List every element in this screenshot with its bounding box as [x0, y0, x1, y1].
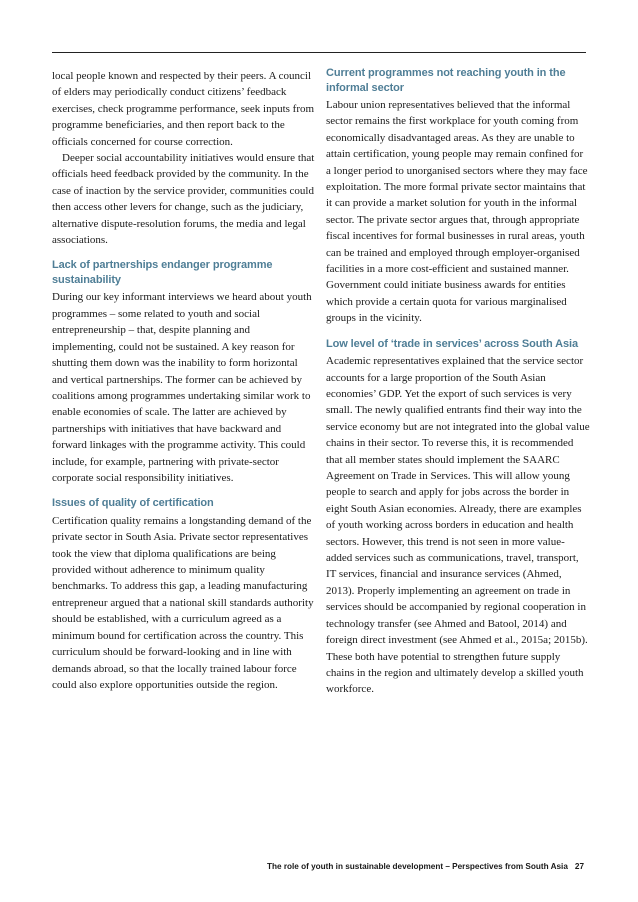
body-paragraph: Certification quality remains a longstanding demand of the private sector in South Asia. Private sector representatives took the view that diploma qualifications are being provided without adherence to minimum quality benchmarks. To address this gap, a leading manufacturing entrepreneur argued that a national skill standards authority should be established, with a curriculum agreed as a minimum bound for certification across the country. This curriculum should be forward-looking and in line with demands abroad, so that the locally trained labour force could also explore opportunities outside the region. — [52, 514, 314, 691]
body-paragraph: Labour union representatives believed that the informal sector remains the first workplace for youth coming from economically disadvantaged areas. As they are unable to attain certification, young people may remain confined for a longer period to unorganised sectors where they may face exploitation. The more formal private sector maintains that it can provide a market solution for youth in the informal sector. The private sector argues that, through appropriate fiscal incentives for formal businesses in rural areas, youth can be trained and employed through employer-organised facilities in a more cost-efficient and sustained manner. Government could initiate business awards for entities which provide a certain quota for various marginalised groups in the vicinity. — [326, 99, 588, 325]
body-paragraph: Academic representatives explained that the service sector accounts for a large proportion of the South Asian economies’ GDP. Yet the export of such services is very small. The newly qualified entrants find their way into the service economy but are not integrated into the global value chains in their sector. To reverse this, it is recommended that all member states should implement the SAARC Agreement on Trade in Services. This will allow young people to search and apply for jobs across the border in eight South Asian economies. Already, there are examples of youth working across borders in education and health sectors. However, this trend is not seen in more value-added services such as communications, travel, transport, IT services, financial and insurance services (Ahmed, 2013). Properly implementing an agreement on trade in services should be accompanied by regional cooperation in technology transfer (see Ahmed and Batool, 2014) and foreign direct investment (see Ahmed et al., 2015a; 2015b). These both have potential to strengthen future supply chains in the region and ultimately develop a skilled youth workforce. — [326, 355, 590, 696]
body-paragraph: Deeper social accountability initiatives would ensure that officials heed feedback provided by the community. In the case of inaction by the service provider, communities could then access other levers for change, such as the judiciary, alternative dispute-resolution forums, the media and legal associations. — [52, 152, 315, 247]
right-column — [326, 66, 590, 698]
left-column — [52, 66, 316, 693]
section-heading: Low level of ‘trade in services’ across South Asia — [326, 337, 578, 350]
running-title: The role of youth in sustainable development – Perspectives from South Asia — [267, 862, 568, 871]
page-footer — [267, 862, 584, 871]
header-rule — [52, 52, 586, 53]
body-paragraph: During our key informant interviews we heard about youth programmes – some related to youth and social entrepreneurship – that, despite planning and implementing, could not be sustained. A key reason for shutting them down was the inability to form horizontal and vertical partnerships. The former can be achieved by coalitions among programmes undertaking similar work to enable economies of scale. The latter are achieved by partnerships with initiatives that have backward and forward linkages with the programme activity. This could include, for example, partnering with private-sector corporate social responsibility initiatives. — [52, 291, 312, 484]
page-number: 27 — [574, 862, 584, 871]
section-heading: Current programmes not reaching youth in the informal sector — [326, 67, 566, 94]
section-heading: Issues of quality of certification — [52, 497, 214, 510]
body-paragraph: local people known and respected by their peers. A council of elders may periodically conduct citizens’ feedback exercises, check programme performance, seek inputs from programme beneficiaries, and then report back to the officials concerned for course correction. — [52, 70, 315, 148]
section-heading: Lack of partnerships endanger programme sustainability — [52, 259, 273, 286]
